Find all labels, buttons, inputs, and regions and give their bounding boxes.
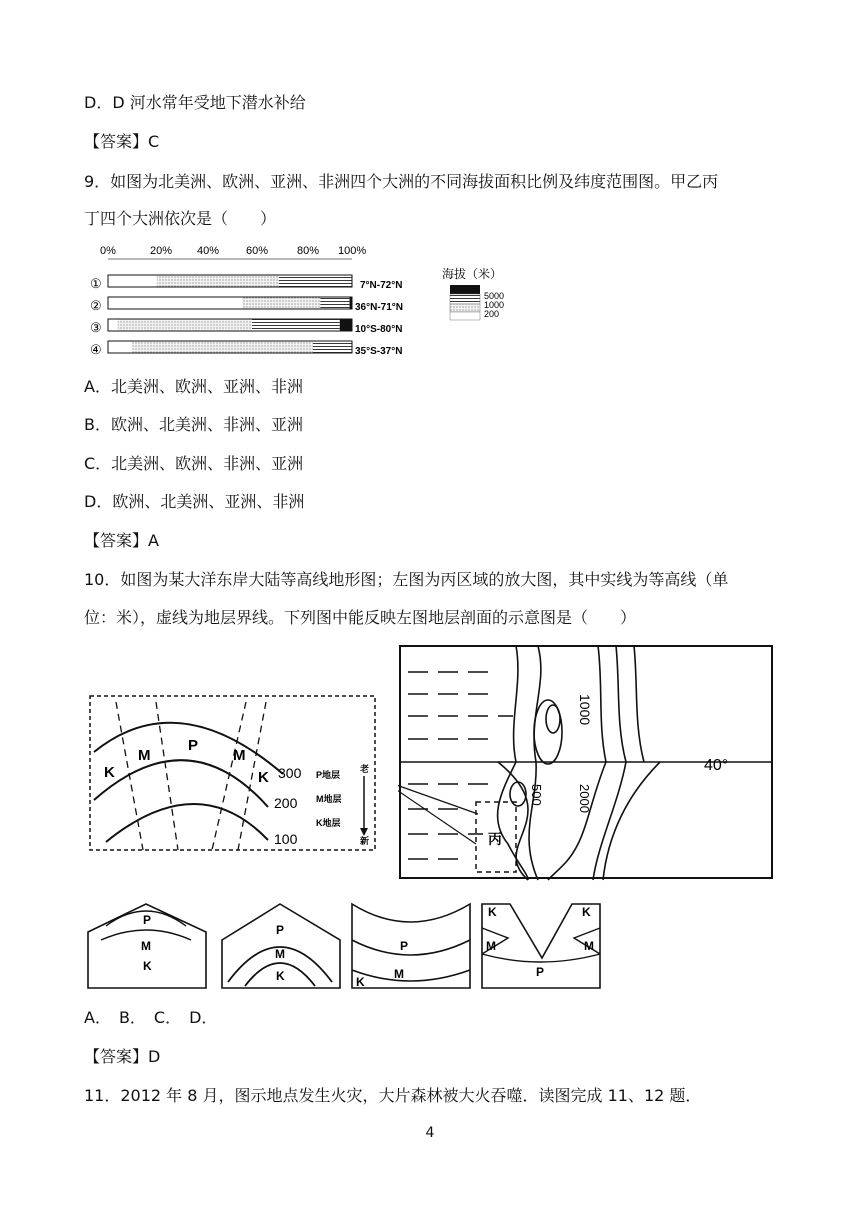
bar-segment bbox=[279, 275, 352, 287]
question-10-cont: 位：米），虚线为地层界线。下列图中能反映左图地层剖面的示意图是（ ） bbox=[84, 608, 637, 627]
row-label: ② bbox=[90, 298, 102, 313]
bar-segment bbox=[108, 297, 242, 309]
contour-label: 100 bbox=[274, 831, 298, 847]
opt-label: P bbox=[400, 939, 409, 953]
bar-segment bbox=[108, 341, 132, 353]
opt-label: P bbox=[536, 965, 545, 979]
stratum-label: P bbox=[188, 737, 199, 754]
question-11: 11．2012 年 8 月，图示地点发生火灾，大片森林被大火吞噬．读图完成 11、12 题． bbox=[84, 1086, 702, 1105]
strata-legend: M地层 bbox=[316, 794, 342, 804]
option-9d: D．欧洲、北美洲、亚洲、非洲 bbox=[84, 492, 305, 511]
tick-label: 20% bbox=[150, 245, 173, 257]
strata-legend: K地层 bbox=[316, 818, 341, 828]
opt-label: P bbox=[276, 923, 285, 937]
legend bbox=[442, 266, 504, 320]
bar-segment bbox=[108, 319, 118, 331]
option-d-diagram bbox=[482, 904, 600, 988]
opt-label: K bbox=[143, 959, 152, 973]
opt-label: K bbox=[356, 975, 365, 989]
contour-2000: 2000 bbox=[577, 784, 592, 813]
legend-title: 海拔（米） bbox=[442, 267, 503, 281]
opt-label: K bbox=[276, 969, 285, 983]
legend-label: 5000 bbox=[484, 291, 505, 301]
age-bottom: 新 bbox=[360, 836, 370, 846]
bars-group bbox=[108, 275, 352, 353]
opt-label: M bbox=[486, 939, 496, 953]
contour-500: 500 bbox=[529, 784, 544, 806]
latitude-label: 40° bbox=[704, 757, 729, 774]
tick-label: 40% bbox=[197, 245, 220, 257]
tick-label: 0% bbox=[100, 245, 116, 257]
q10-enlarged-diagram bbox=[88, 692, 388, 856]
row-label: ③ bbox=[90, 320, 102, 335]
opt-label: K bbox=[488, 905, 497, 919]
contour-label: 300 bbox=[278, 765, 302, 781]
opt-label: K bbox=[582, 905, 591, 919]
stratum-label: M bbox=[233, 747, 246, 764]
legend-label: 200 bbox=[484, 309, 500, 319]
opt-label: M bbox=[584, 939, 594, 953]
contour-1000: 1000 bbox=[577, 694, 593, 726]
lat-range: 36°N-71°N bbox=[355, 302, 404, 313]
lat-range: 10°S-80°N bbox=[355, 324, 403, 335]
tick-label: 100% bbox=[338, 245, 367, 257]
strata-legend: P地层 bbox=[316, 770, 341, 780]
bar-segment bbox=[157, 275, 279, 287]
option-9a: A．北美洲、欧洲、亚洲、非洲 bbox=[84, 377, 303, 396]
stratum-label: M bbox=[138, 747, 151, 764]
bar-segment bbox=[118, 319, 252, 331]
opt-label: P bbox=[143, 913, 152, 927]
age-top: 老 bbox=[360, 764, 370, 774]
q10-options-labels: A． B． C． D． bbox=[84, 1008, 218, 1027]
row-labels bbox=[90, 276, 102, 357]
bar-segment bbox=[320, 297, 349, 309]
tick-label: 80% bbox=[297, 245, 320, 257]
bar-segment bbox=[242, 297, 320, 309]
q10-options-diagrams bbox=[86, 900, 606, 992]
opt-label: M bbox=[275, 947, 285, 961]
option-c-diagram bbox=[352, 904, 470, 989]
answer-q9: 【答案】A bbox=[84, 531, 159, 550]
page-number: 4 bbox=[425, 1125, 435, 1141]
option-a-diagram bbox=[88, 904, 206, 988]
row-label: ④ bbox=[90, 342, 102, 357]
answer-q8: 【答案】C bbox=[84, 132, 160, 151]
tick-label: 60% bbox=[246, 245, 269, 257]
line-d-option-q8: D．D 河水常年受地下潜水补给 bbox=[84, 93, 306, 112]
bar-segment bbox=[132, 341, 313, 353]
bar-segment bbox=[252, 319, 340, 331]
row-label: ① bbox=[90, 276, 102, 291]
answer-q10: 【答案】D bbox=[84, 1047, 161, 1066]
stratum-label: K bbox=[104, 764, 115, 781]
bar-segment bbox=[108, 275, 157, 287]
question-10: 10．如图为某大洋东岸大陆等高线地形图；左图为丙区域的放大图，其中实线为等高线（单 bbox=[84, 570, 729, 589]
opt-label: M bbox=[141, 939, 151, 953]
bar-segment bbox=[313, 341, 352, 353]
option-9c: C．北美洲、欧洲、非洲、亚洲 bbox=[84, 454, 304, 473]
stratum-label: K bbox=[258, 769, 269, 786]
region-bing: 丙 bbox=[488, 831, 502, 847]
contour-label: 200 bbox=[274, 795, 298, 811]
lat-range: 7°N-72°N bbox=[360, 280, 403, 291]
opt-label: M bbox=[394, 967, 404, 981]
legend-label: 1000 bbox=[484, 300, 505, 310]
q9-altitude-chart bbox=[90, 240, 520, 362]
question-9: 9．如图为北美洲、欧洲、亚洲、非洲四个大洲的不同海拔面积比例及纬度范围图。甲乙丙 bbox=[84, 172, 719, 191]
question-9-cont: 丁四个大洲依次是（ ） bbox=[84, 209, 277, 228]
lat-range: 35°S-37°N bbox=[355, 346, 403, 357]
axis-ticks bbox=[100, 245, 366, 259]
option-b-diagram bbox=[222, 904, 340, 988]
bar-segment bbox=[340, 319, 352, 331]
lat-ranges bbox=[355, 280, 403, 357]
q10-contour-map bbox=[398, 644, 776, 882]
option-9b: B．欧洲、北美洲、非洲、亚洲 bbox=[84, 415, 303, 434]
